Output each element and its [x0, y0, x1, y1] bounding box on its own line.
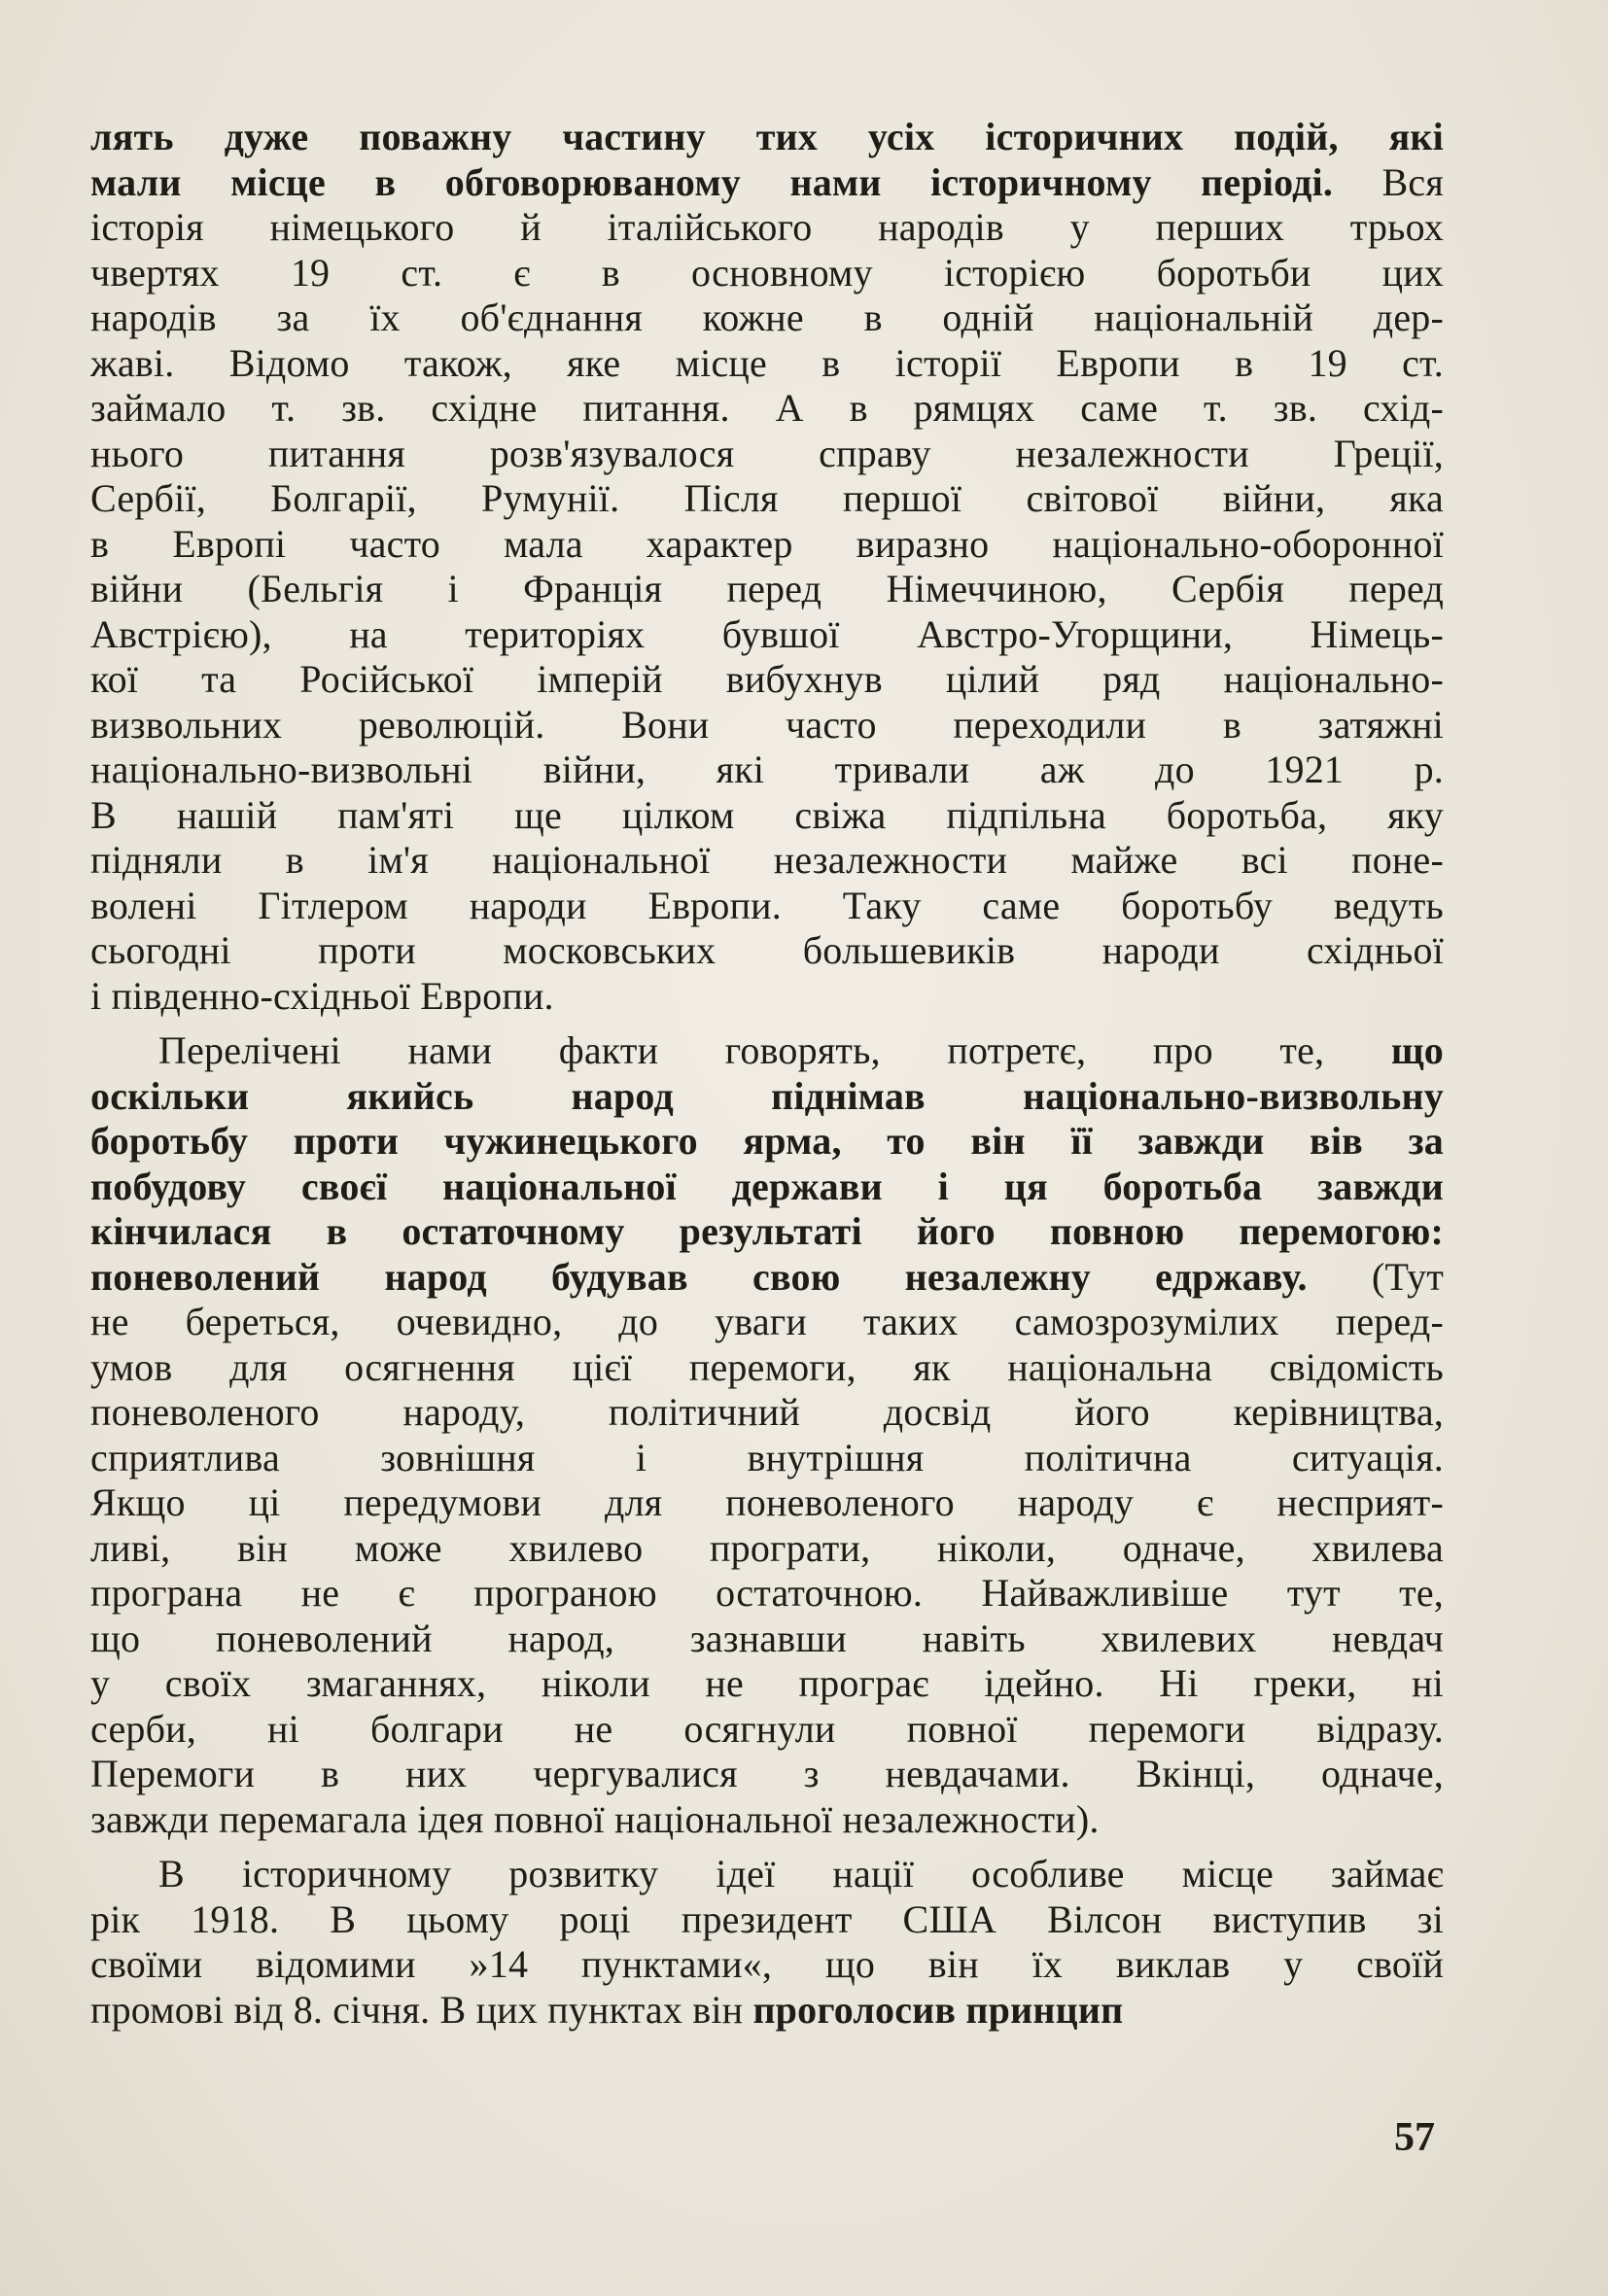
text-line: [90, 432, 1444, 477]
text-line: [90, 1752, 1444, 1797]
bold-run: що: [1390, 1028, 1444, 1072]
text-run: не береться, очевидно, до уваги таких самозрозумілих перед-: [90, 1300, 1444, 1343]
text-run: займало т. зв. східне питання. А в рямцях саме т. зв. схід-: [90, 386, 1444, 430]
paragraph-gap: [90, 1019, 1444, 1028]
text-run: ливі, він може хвилево програти, ніколи, одначе, хвилева: [90, 1525, 1444, 1570]
text-line: [90, 1480, 1444, 1526]
text-run: Якщо ці передумови для поневоленого народу є несприят-: [90, 1480, 1444, 1524]
text-run: поневоленого народу, політичний досвід його керівництва,: [90, 1390, 1444, 1434]
text-run: Перелічені нами факти говорять, потретє, про те,: [158, 1028, 1391, 1072]
bold-run: боротьбу проти чужинецького ярма, то він її завжди вів за: [90, 1119, 1444, 1163]
bold-run: побудову своєї національної держави і ця боротьба завжди: [90, 1164, 1444, 1208]
text-line: [90, 567, 1444, 612]
text-run: народів за їх об'єднання кожне в одній національній дер-: [90, 296, 1444, 339]
text-run: сьогодні проти московських большевиків народи східньої: [90, 928, 1444, 972]
text-run: Вся: [1333, 159, 1444, 204]
text-line: [90, 160, 1444, 206]
paragraph: [90, 1028, 1444, 1842]
text-line: [90, 1852, 1444, 1897]
bold-run: лять дуже поважну частину тих усіх історичних подій, які: [90, 115, 1444, 158]
text-line: [90, 1942, 1444, 1988]
text-run: нього питання розв'язувалося справу незалежности Греції,: [90, 431, 1444, 475]
text-line: [90, 1165, 1444, 1210]
text-run: промові від 8. січня. В цих пунктах він: [90, 1987, 753, 2032]
body-text: [90, 115, 1444, 2033]
bold-run: оскільки якийсь народ піднімав національно-визвольну: [90, 1073, 1444, 1118]
text-run: серби, ні болгари не осягнули повної перемоги відразу.: [90, 1706, 1444, 1751]
text-line: [90, 1028, 1444, 1074]
text-run: своїми відомими »14 пунктами«, що він їх виклав у своїй: [90, 1942, 1444, 1986]
text-line: [90, 1436, 1444, 1481]
text-run: програна не є програною остаточною. Найважливіше тут те,: [90, 1571, 1444, 1615]
text-run: рік 1918. В цьому році президент США Вілсон виступив зі: [90, 1896, 1444, 1941]
text-line: [90, 115, 1444, 160]
text-line: [90, 1119, 1444, 1165]
text-line: [90, 884, 1444, 929]
text-run: Сербії, Болгарії, Румунії. Після першої світової війни, яка: [90, 476, 1444, 520]
text-line: [90, 205, 1444, 251]
text-run: В нашій пам'яті ще цілком свіжа підпільна боротьба, яку: [90, 792, 1444, 837]
text-run: чвертях 19 ст. є в основному історією боротьби цих: [90, 250, 1444, 295]
paragraph: [90, 115, 1444, 1019]
text-run: кої та Російської імперій вибухнув цілий ряд національно-: [90, 657, 1444, 701]
text-run: умов для осягнення цієї перемоги, як національна свідомість: [90, 1344, 1444, 1389]
bold-run: кінчилася в остаточному результаті його повною перемогою:: [90, 1209, 1444, 1253]
text-run: підняли в ім'я національної незалежности майже всі поне-: [90, 838, 1444, 882]
text-line: [90, 1988, 1444, 2034]
text-line: [90, 1300, 1444, 1345]
text-run: Перемоги в них чергувалися з невдачами. Вкінці, одначе,: [90, 1752, 1444, 1795]
text-run: (Тут: [1307, 1254, 1444, 1299]
text-line: [90, 386, 1444, 432]
text-line: [90, 974, 1444, 1020]
paragraph: [90, 1852, 1444, 2033]
text-line: [90, 1571, 1444, 1617]
text-line: [90, 703, 1444, 748]
text-line: [90, 1526, 1444, 1572]
text-run: Австрією), на територіях бувшої Австро-Угорщини, Німець-: [90, 611, 1444, 656]
text-line: [90, 476, 1444, 522]
text-line: [90, 1345, 1444, 1391]
text-run: в Европі часто мала характер виразно національно-оборонної: [90, 521, 1444, 566]
text-line: [90, 748, 1444, 793]
text-run: жаві. Відомо також, яке місце в історії Европи в 19 ст.: [90, 340, 1444, 385]
text-run: В історичному розвитку ідеї нації особливе місце займає: [158, 1852, 1444, 1896]
text-line: [90, 341, 1444, 387]
text-run: сприятлива зовнішня і внутрішня політична ситуація.: [90, 1435, 1444, 1479]
text-line: [90, 793, 1444, 839]
bold-run: поневолений народ будував свою незалежну едржаву.: [90, 1254, 1308, 1299]
text-line: [90, 522, 1444, 568]
text-line: [90, 1897, 1444, 1943]
text-line: [90, 296, 1444, 341]
text-line: [90, 1209, 1444, 1255]
text-line: [90, 251, 1444, 296]
text-line: [90, 1617, 1444, 1662]
text-run: завжди перемагала ідея повної національної незалежности).: [90, 1796, 1100, 1841]
bold-run: проголосив принцип: [752, 1987, 1124, 2032]
text-line: [90, 612, 1444, 658]
text-line: [90, 657, 1444, 703]
text-line: [90, 928, 1444, 974]
text-run: історія німецького й італійського народів у перших трьох: [90, 205, 1444, 249]
text-line: [90, 1074, 1444, 1120]
text-run: національно-визвольні війни, які тривали аж до 1921 р.: [90, 748, 1444, 791]
text-run: що поневолений народ, зазнавши навіть хвилевих невдач: [90, 1616, 1444, 1660]
page-number: 57: [1394, 2115, 1435, 2160]
text-line: [90, 1255, 1444, 1301]
text-run: волені Гітлером народи Европи. Таку саме боротьбу ведуть: [90, 883, 1444, 927]
paragraph-gap: [90, 1842, 1444, 1852]
text-line: [90, 1661, 1444, 1707]
text-line: [90, 1390, 1444, 1436]
text-run: війни (Бельгія і Франція перед Німеччиною, Сербія перед: [90, 567, 1444, 610]
text-run: у своїх змаганнях, ніколи не програє ідейно. Ні греки, ні: [90, 1661, 1444, 1705]
text-line: [90, 1797, 1444, 1843]
text-run: і південно-східньої Европи.: [90, 973, 554, 1018]
bold-run: мали місце в обговорюваному нами історичному періоді.: [90, 159, 1334, 204]
text-line: [90, 838, 1444, 884]
text-line: [90, 1707, 1444, 1753]
text-run: визвольних революцій. Вони часто переходили в затяжні: [90, 702, 1444, 747]
